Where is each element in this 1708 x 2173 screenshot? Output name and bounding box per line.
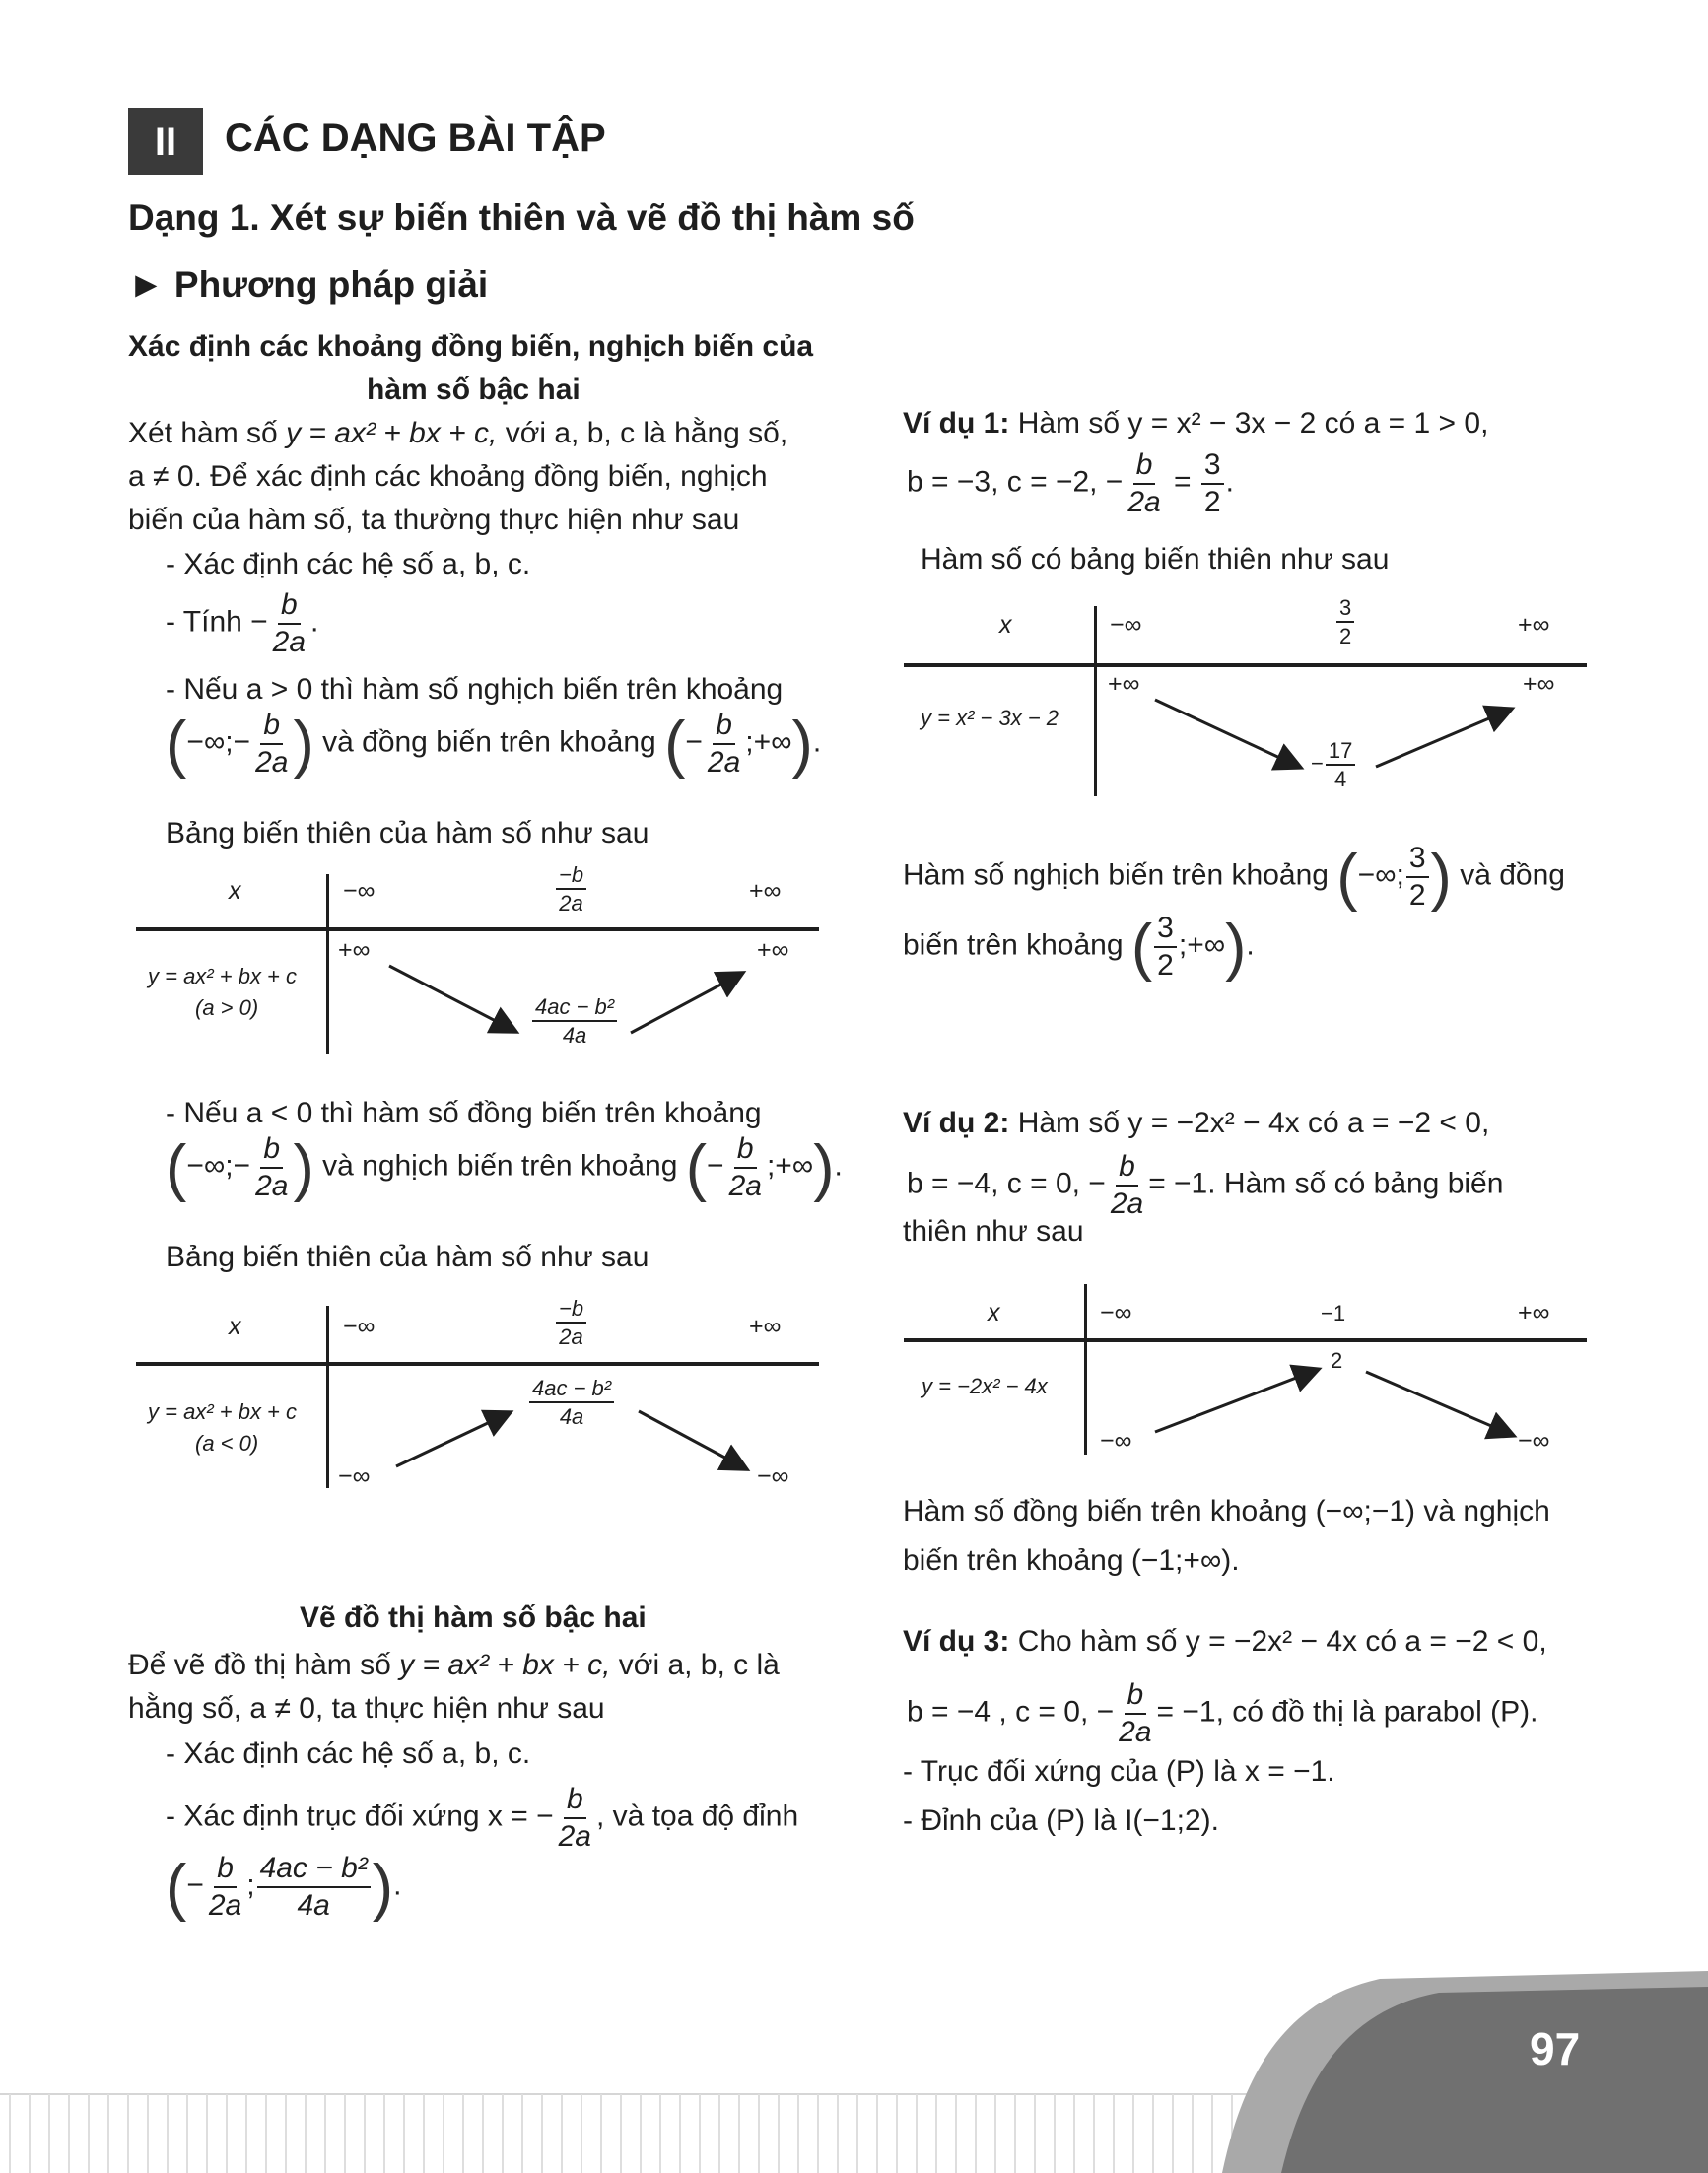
paragraph-line: hằng số, a ≠ 0, ta thực hiện như sau (128, 1692, 605, 1725)
example3-line3: - Trục đối xứng của (P) là x = −1. (903, 1755, 1335, 1788)
step-line: - Nếu a < 0 thì hàm số đồng biến trên khoảng (166, 1097, 762, 1129)
section-number-badge: II (128, 108, 203, 175)
paragraph-line: a ≠ 0. Để xác định các khoảng đồng biến, nghịch (128, 460, 768, 493)
example1-conclusion-2: biến trên khoảng ( $\frac{3}{2}$ ;+∞). (903, 911, 1255, 983)
vertex-coords: (− $\frac{b}{2a}$ ; $\frac{\text{4ac − b²}}{4a}$ ). (166, 1851, 402, 1923)
example2-line1: Ví dụ 2: Hàm số y = −2x² − 4x có a = −2 < 0, (903, 1107, 1490, 1139)
paragraph-line: Để vẽ đồ thị hàm số y = ax² + bx + c, với a, b, c là (128, 1649, 780, 1681)
table-intro: Bảng biến thiên của hàm số như sau (166, 1241, 649, 1273)
step-line: - Xác định các hệ số a, b, c. (166, 1737, 531, 1770)
example2-line2: b = −4, c = 0, − $\frac{b}{2a}$ = −1. Hàm số có bảng biến (907, 1150, 1504, 1220)
example3-line4: - Đỉnh của (P) là I(−1;2). (903, 1804, 1219, 1837)
example3-line2: b = −4 , c = 0, − $\frac{b}{2a}$ = −1, có đồ thị là parabol (P). (907, 1678, 1538, 1748)
method-heading: ► Phương pháp giải (128, 264, 489, 305)
step-axis: - Xác định trục đối xứng x = − $\frac{b}{2a}$ , và tọa độ đỉnh (166, 1783, 799, 1853)
example1-line1: Ví dụ 1: Hàm số y = x² − 3x − 2 có a = 1 > 0, (903, 407, 1489, 440)
section-title: CÁC DẠNG BÀI TẬP (225, 116, 606, 160)
example1-conclusion-1: Hàm số nghịch biến trên khoảng (−∞; $\frac{3}{2}$ ) và đồng (903, 841, 1565, 913)
paragraph-line: Xét hàm số y = ax² + bx + c, với a, b, c là hằng số, (128, 417, 788, 449)
interval-line: (−∞;− $\frac{b}{2a}$ ) và nghịch biến trên khoảng (− $\frac{b}{2a}$ ;+∞). (166, 1131, 843, 1203)
page-number: 97 (1530, 2023, 1581, 2074)
example2-line3: thiên như sau (903, 1215, 1084, 1248)
example2-conclusion-1: Hàm số đồng biến trên khoảng (−∞;−1) và nghịch (903, 1495, 1550, 1528)
dang1-heading: Dạng 1. Xét sự biến thiên và vẽ đồ thị hàm số (128, 197, 915, 238)
subheading-2: Vẽ đồ thị hàm số bậc hai (300, 1601, 647, 1634)
paragraph-line: biến của hàm số, ta thường thực hiện như sau (128, 504, 740, 536)
example3-line1: Ví dụ 3: Cho hàm số y = −2x² − 4x có a = −2 < 0, (903, 1625, 1547, 1658)
example1-intro: Hàm số có bảng biến thiên như sau (921, 543, 1390, 576)
subheading-1-line2: hàm số bậc hai (367, 373, 581, 406)
step-line: - Nếu a > 0 thì hàm số nghịch biến trên khoảng (166, 673, 784, 706)
example2-conclusion-2: biến trên khoảng (−1;+∞). (903, 1544, 1240, 1577)
interval-line: (−∞;− $\frac{b}{2a}$ ) và đồng biến trên khoảng (− $\frac{b}{2a}$ ;+∞). (166, 708, 822, 780)
example1-line2: b = −3, c = −2, − $\frac{b}{2a}$ = $\frac{3}{2}$ . (907, 448, 1234, 518)
step-line: - Xác định các hệ số a, b, c. (166, 548, 531, 580)
table-intro: Bảng biến thiên của hàm số như sau (166, 817, 649, 849)
subheading-1-line1: Xác định các khoảng đồng biến, nghịch biến của (128, 330, 814, 363)
step-compute: - Tính − $\frac{b}{2a}$ . (166, 588, 319, 658)
footer-decoration (0, 1932, 1708, 2173)
